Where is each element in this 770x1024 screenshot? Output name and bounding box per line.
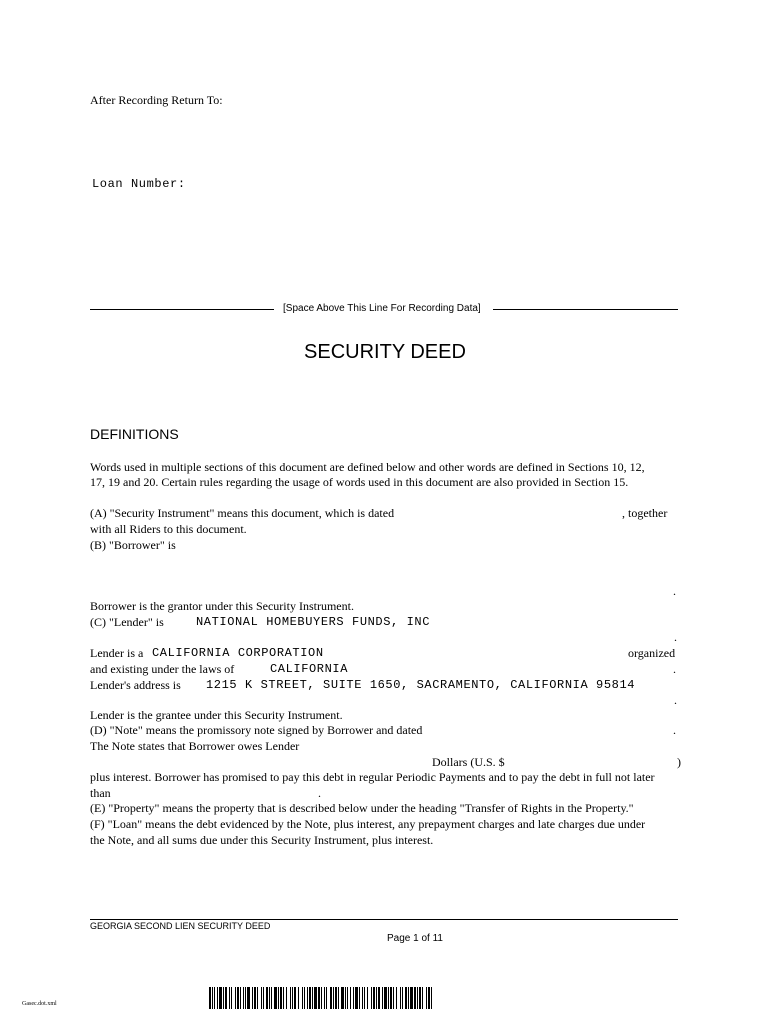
- recording-space-label: [Space Above This Line For Recording Data]: [283, 303, 481, 314]
- plus-interest-line: plus interest. Borrower has promised to pay this debt in regular Periodic Payments and to pay the debt in full not later: [90, 770, 655, 784]
- existing-period: .: [673, 662, 676, 676]
- borrower-grantor: Borrower is the grantor under this Security Instrument.: [90, 599, 354, 613]
- page-number: Page 1 of 11: [387, 933, 443, 944]
- barcode: [209, 987, 559, 1009]
- recording-rule-left: [90, 309, 274, 310]
- return-to-label: After Recording Return To:: [90, 93, 223, 107]
- intro-line-2: 17, 19 and 20. Certain rules regarding the usage of words used in this document are also provided in Section 15.: [90, 475, 629, 489]
- definition-e: (E) "Property" means the property that is described below under the heading "Transfer of Rights in the Property.": [90, 801, 634, 815]
- definition-a: (A) "Security Instrument" means this document, which is dated: [90, 506, 395, 520]
- definition-b: (B) "Borrower" is: [90, 538, 176, 552]
- note-states: The Note states that Borrower owes Lender: [90, 739, 300, 753]
- definition-d-period: .: [673, 723, 676, 737]
- lender-address: 1215 K STREET, SUITE 1650, SACRAMENTO, CALIFORNIA 95814: [206, 678, 636, 692]
- file-code: Gasec.dot.xml: [22, 1001, 57, 1007]
- lender-address-label: Lender's address is: [90, 678, 181, 692]
- definition-b-period: .: [673, 584, 676, 598]
- lender-grantee: Lender is the grantee under this Security Instrument.: [90, 708, 343, 722]
- definition-f-continued: the Note, and all sums due under this Security Instrument, plus interest.: [90, 833, 434, 847]
- existing-under-label: and existing under the laws of: [90, 662, 235, 676]
- lender-entity-type: CALIFORNIA CORPORATION: [152, 646, 324, 660]
- definition-a-together: , together: [622, 506, 668, 520]
- organized-label: organized: [628, 646, 676, 660]
- intro-line-1: Words used in multiple sections of this document are defined below and other words are defined in Sections 10, 12,: [90, 460, 645, 474]
- dollars-close: ): [677, 755, 681, 769]
- loan-number-label: Loan Number:: [92, 177, 186, 191]
- lender-name: NATIONAL HOMEBUYERS FUNDS, INC: [196, 615, 431, 629]
- lender-is-a-label: Lender is a: [90, 646, 144, 660]
- definition-d: (D) "Note" means the promissory note signed by Borrower and dated: [90, 723, 423, 737]
- than-period: .: [318, 786, 321, 800]
- barcode-bar: [432, 987, 434, 1009]
- form-title: GEORGIA SECOND LIEN SECURITY DEED: [90, 921, 271, 931]
- document-title: SECURITY DEED: [304, 341, 466, 363]
- definition-c: (C) "Lender" is: [90, 615, 164, 629]
- definition-a-riders: with all Riders to this document.: [90, 522, 247, 536]
- dollars-label: Dollars (U.S. $: [432, 755, 505, 769]
- definition-c-period: .: [674, 630, 677, 644]
- recording-rule-right: [493, 309, 678, 310]
- footer-rule: [90, 919, 678, 920]
- address-period: .: [674, 693, 677, 707]
- than-label: than: [90, 786, 111, 800]
- definition-f: (F) "Loan" means the debt evidenced by the Note, plus interest, any prepayment charges and late charges due under: [90, 817, 646, 831]
- lender-state: CALIFORNIA: [270, 662, 349, 676]
- definitions-heading: DEFINITIONS: [90, 426, 179, 442]
